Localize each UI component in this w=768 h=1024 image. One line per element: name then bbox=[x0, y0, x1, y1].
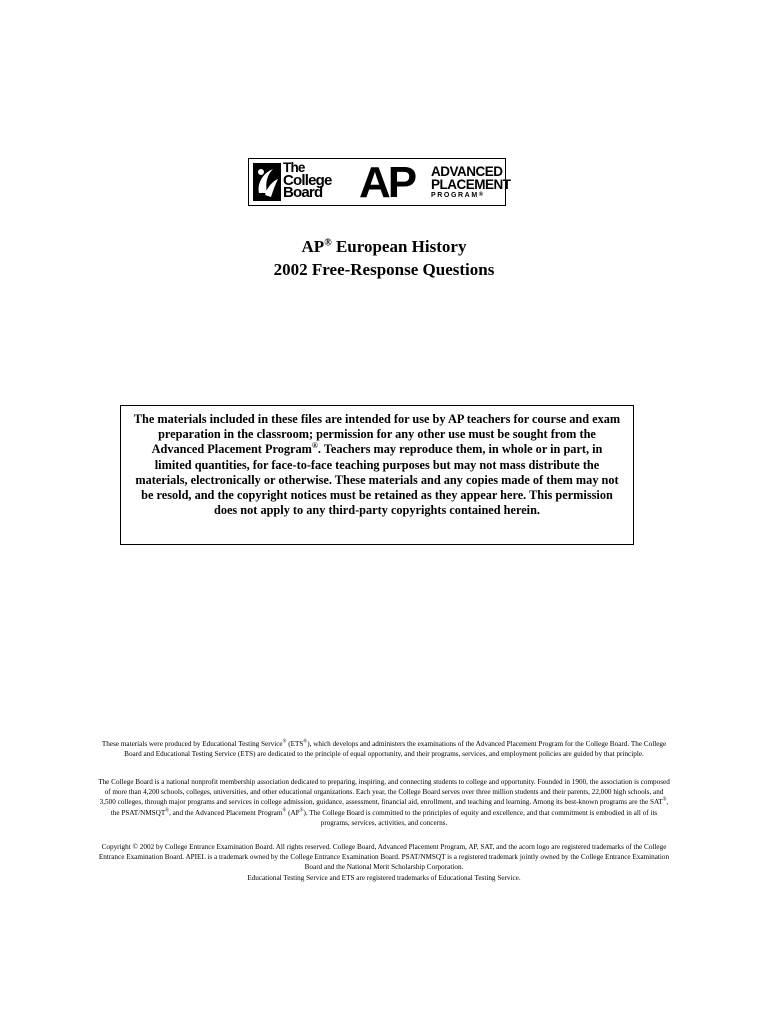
wordmark-line-the: The bbox=[283, 160, 305, 175]
notice-registered-mark: ® bbox=[311, 441, 318, 451]
registered-mark: ® bbox=[478, 192, 485, 198]
ets-production-notice: These materials were produced by Educational Testing Service® (ETS®), which develops and administers the examinations of the Advanced Placement Program for the College Board. The College Board and Educational Testing Service (ETS) are dedicated to the principle of equal opportunity, and their programs, services, and employment policies are guided by that principle. bbox=[101, 739, 667, 759]
ap-word-advanced: ADVANCED bbox=[431, 164, 503, 179]
ap-program-wordmark bbox=[431, 165, 511, 200]
college-board-wordmark bbox=[283, 162, 332, 200]
acorn-logo-icon bbox=[253, 163, 281, 201]
copyright-notice bbox=[96, 842, 672, 883]
usage-notice-box bbox=[120, 405, 634, 545]
page-title bbox=[0, 236, 768, 258]
title-subject: European History bbox=[331, 237, 467, 256]
ap-logo-letters: AP bbox=[359, 158, 415, 207]
ap-word-placement: PLACEMENT bbox=[431, 177, 511, 192]
title-registered-mark: ® bbox=[324, 237, 332, 249]
header-logo bbox=[248, 158, 511, 207]
ets-trademark-text: Educational Testing Service and ETS are registered trademarks of Educational Testing Service. bbox=[247, 873, 521, 882]
wordmark-line-board: Board bbox=[283, 184, 323, 201]
title-ap: AP bbox=[301, 237, 325, 256]
copyright-text: Copyright © 2002 by College Entrance Examination Board. All rights reserved. College Board, Advanced Placement Program, AP, SAT, and the acorn logo are registered trademarks of the College Entrance Examination Board. APIEL is a trademark owned by the College Entrance Examination Board. PSAT/NMSQT is a registered trademark jointly owned by the College Entrance Examination Board and the National Merit Scholarship Corporation. bbox=[98, 843, 670, 872]
notice-text-part1: The materials included in these files are intended for use by AP teachers for course and exam preparation in the classroom; permission for any other use must be sought from the Advanced Placement Program bbox=[133, 412, 621, 457]
page-subtitle: 2002 Free-Response Questions bbox=[273, 260, 495, 279]
notice-text-part2: . Teachers may reproduce them, in whole or in part, in limited quantities, for face-to-face teaching purposes but may not mass distribute the materials, electronically or otherwise. These materials and any copies made of them may not be resold, and the copyright notices must be retained as they appear here. This permission does not apply to any third-party copyrights contained herein. bbox=[135, 442, 619, 518]
college-board-description: The College Board is a national nonprofit membership association dedicated to preparing, inspiring, and connecting students to college and opportunity. Founded in 1900, the association is composed of more than 4,200 schools, colleges, universities, and other educational organizations. Each year, the College Board serves over three million students and their parents, 22,000 high schools, and 3,500 colleges, through major programs and services in college admission, guidance, assessment, financial aid, enrollment, and teaching and learning. Among its best-known programs are the SAT®, the PSAT/NMSQT®, and the Advanced Placement Program® (AP®). The College Board is committed to the principles of equity and excellence, and that commitment is embodied in all of its programs, services, activities, and concerns. bbox=[98, 778, 670, 827]
ap-word-program: PROGRAM® bbox=[431, 192, 485, 199]
wordmark-line-college: College bbox=[283, 171, 332, 189]
